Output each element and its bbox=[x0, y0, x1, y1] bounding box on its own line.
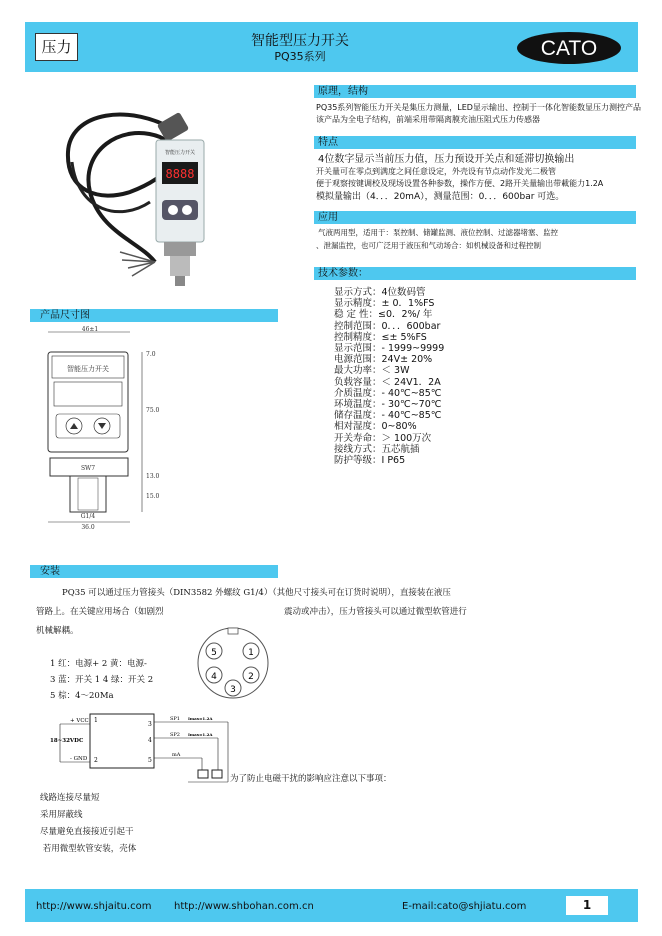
wd-term-3: 3 bbox=[148, 721, 152, 728]
wiring-line-1: 1 红：电源+ 2 黄：电源- bbox=[50, 659, 147, 669]
logo-text: CATO bbox=[540, 37, 598, 60]
install-para-2a: 管路上。在关键应用场合（如剧烈 bbox=[36, 607, 164, 617]
spec-item: 电源范围：24V± 20% bbox=[334, 354, 433, 366]
dim-body: 75.0 bbox=[146, 407, 160, 414]
footer-link-1[interactable]: http://www.shjaitu.com bbox=[36, 901, 152, 912]
pin-4: 4 bbox=[211, 672, 217, 682]
spec-item: 最大功率：＜ 3W bbox=[334, 365, 410, 377]
applications-line-1: 气液两用型，适用于：泵控制、储罐监测、液位控制、过滤器堵塞、监控 bbox=[318, 228, 558, 237]
category-label: 压力 bbox=[35, 33, 78, 61]
install-heading: 安装 bbox=[40, 566, 60, 577]
wiring-line-2: 3 蓝：开关 1 4 绿：开关 2 bbox=[50, 675, 154, 685]
install-para-2b: 震动或冲击），压力管接头可以通过微型软管进行 bbox=[284, 607, 467, 617]
spec-item: 控制范围：0．．．600bar bbox=[334, 320, 441, 332]
footer-email[interactable]: E-mail:cato@shjiatu.com bbox=[402, 901, 527, 912]
page-title: 智能型压力开关 bbox=[251, 33, 349, 49]
features-line-2: 开关量可在零点到满度之间任意设定，外壳设有节点动作发光二极管 bbox=[316, 167, 556, 176]
section-header-dimensions bbox=[30, 309, 278, 322]
tip-1: 线路连接尽量短 bbox=[40, 793, 100, 803]
dim-total: 36.0 bbox=[81, 524, 95, 530]
tip-3: 尽量避免直接接近引起干 bbox=[40, 827, 134, 837]
spec-item: 显示方式：4位数码管 bbox=[334, 287, 426, 298]
tech-heading: 技术参数： bbox=[318, 268, 368, 279]
wd-term-4: 4 bbox=[148, 737, 152, 744]
features-line-3: 便于观察按键调校及现场设置各种参数，操作方便、2路开关量输出带載能力1.2A bbox=[316, 179, 604, 188]
dim-top: 7.0 bbox=[146, 351, 156, 358]
dimension-drawing bbox=[40, 326, 170, 530]
spec-item: 开关寿命：＞ 100万次 bbox=[334, 432, 432, 444]
section-header-principle bbox=[314, 85, 636, 98]
dim-hex: 13.0 bbox=[146, 473, 160, 480]
tip-2: 采用屏蔽线 bbox=[40, 810, 83, 820]
section-header-tech bbox=[314, 267, 636, 280]
spec-item: 储存温度：- 40℃~85℃ bbox=[334, 410, 442, 422]
wd-sp1: SP1 bbox=[170, 716, 180, 722]
features-line-4: 模拟量输出（4．．．20mA），测量范围：0．．．600bar 可选。 bbox=[316, 192, 565, 202]
dim-hex-label: SW7 bbox=[80, 465, 96, 472]
connector-pinout bbox=[195, 625, 271, 701]
page-number: 1 bbox=[566, 896, 608, 915]
dimensions-heading: 产品尺寸图 bbox=[40, 310, 90, 321]
spec-item: 显示精度：± 0．1%FS bbox=[334, 298, 435, 310]
applications-heading: 应用 bbox=[318, 212, 338, 223]
spec-item: 控制精度：≤± 5%FS bbox=[334, 331, 427, 343]
features-heading: 特点 bbox=[318, 137, 338, 148]
pin-2: 2 bbox=[248, 672, 254, 682]
spec-item: 环境温度：- 30℃~70℃ bbox=[334, 399, 442, 411]
dim-width: 46±1 bbox=[81, 326, 99, 333]
photo-device-label: 智能压力开关 bbox=[164, 150, 196, 156]
wd-ma: mA bbox=[172, 752, 181, 758]
spec-item: 稳 定 性：≤0．2%/ 年 bbox=[334, 309, 433, 321]
wd-sp2: SP2 bbox=[170, 732, 180, 738]
wd-supply: 18~32VDC bbox=[50, 738, 84, 744]
dim-device-label: 智能压力开关 bbox=[67, 365, 109, 373]
wd-vcc: + VCC bbox=[70, 718, 89, 724]
photo-led-readout: 8888 bbox=[165, 167, 195, 181]
features-line-1: 4位数字显示当前压力值，压力预设开关点和延滞切换输出 bbox=[318, 154, 575, 165]
brand-logo bbox=[516, 31, 622, 65]
spec-item: 接线方式：五芯航插 bbox=[334, 443, 420, 455]
spec-item: 防护等级：I P65 bbox=[334, 455, 406, 467]
dim-port: G1/4 bbox=[80, 513, 96, 520]
section-header-install bbox=[30, 565, 278, 578]
install-para-3: 机械解耦。 bbox=[36, 626, 79, 636]
pin-5: 5 bbox=[211, 648, 217, 658]
applications-line-2: 、泄漏监控，也可广泛用于液压和气动场合：如机械设备和过程控制 bbox=[316, 241, 541, 250]
section-header-applications bbox=[314, 211, 636, 224]
spec-item: 负载容量：＜ 24V1．2A bbox=[334, 376, 441, 388]
page-subtitle: PQ35系列 bbox=[274, 50, 326, 63]
wd-gnd: - GND bbox=[70, 756, 88, 762]
wd-load-1: Imax=1.2A bbox=[188, 716, 213, 721]
wd-term-2: 2 bbox=[94, 757, 98, 764]
tip-4: 若用微型软管安装，壳体 bbox=[40, 844, 137, 854]
spec-list bbox=[334, 287, 444, 466]
wiring-line-3: 5 棕：4～20Ma bbox=[50, 691, 114, 701]
wiring-diagram bbox=[48, 710, 238, 786]
footer-link-2[interactable]: http://www.shbohan.com.cn bbox=[174, 901, 314, 912]
spec-item: 介质温度：- 40℃~85℃ bbox=[334, 387, 442, 399]
dim-thread: 15.0 bbox=[146, 493, 160, 500]
wd-term-1: 1 bbox=[94, 717, 98, 724]
principle-heading: 原理，结构 bbox=[318, 86, 368, 97]
spec-item: 显示范围：- 1999~9999 bbox=[334, 343, 445, 355]
spec-item: 相对湿度：0~80% bbox=[334, 421, 417, 433]
pin-3: 3 bbox=[230, 685, 236, 695]
product-photo bbox=[60, 92, 270, 292]
principle-line-2: 该产品为全电子结构，前端采用带隔离膜充油压阻式压力传感器 bbox=[316, 115, 540, 124]
pin-1: 1 bbox=[248, 648, 254, 658]
principle-line-1: PQ35系列智能压力开关是集压力测量，LED显示输出、控制于一体化智能数显压力测控产品 bbox=[316, 103, 641, 112]
wd-term-5: 5 bbox=[148, 757, 152, 764]
wd-load-2: Imax=1.2A bbox=[188, 732, 213, 737]
section-header-features bbox=[314, 136, 636, 149]
install-para-1: PQ35 可以通过压力管接头（DIN3582 外螺纹 G1/4）（其他尺寸接头可在订货时说明），直接装在液压 bbox=[62, 588, 451, 598]
wiring-note: 为了防止电磁干扰的影响应注意以下事项： bbox=[230, 774, 392, 784]
